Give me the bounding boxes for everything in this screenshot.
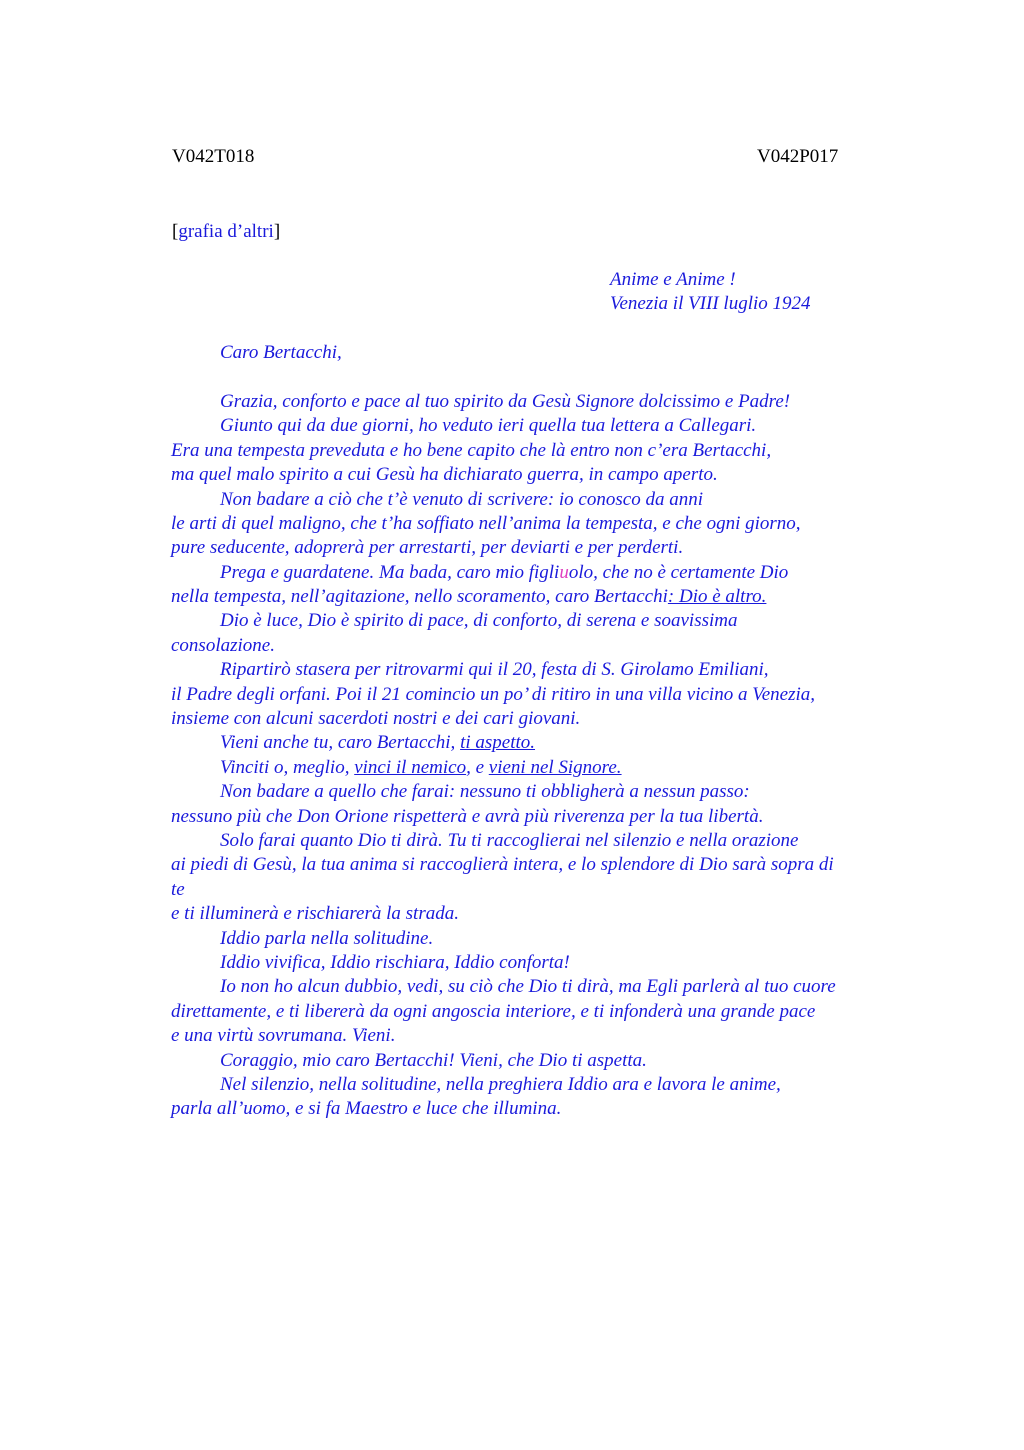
text-line: Era una tempesta preveduta e ho bene capito che là entro non c’era Bertacchi, bbox=[171, 439, 772, 461]
text-line: Dio è luce, Dio è spirito di pace, di conforto, di serena e soavissima bbox=[220, 610, 738, 632]
underlined-phrase: : Dio è altro. bbox=[667, 586, 767, 608]
text-segment: olo, che no è certamente Dio bbox=[568, 561, 789, 583]
archive-code-left: V042T018 bbox=[172, 146, 255, 167]
spacer bbox=[171, 366, 901, 390]
text-line bbox=[171, 585, 901, 609]
text-line: consolazione. bbox=[171, 634, 275, 656]
underlined-phrase: vieni nel Signore. bbox=[488, 756, 622, 778]
note-open-bracket: [ bbox=[172, 221, 179, 242]
text-line: le arti di quel maligno, che t’ha soffiato nell’anima la tempesta, e che ogni giorno, bbox=[171, 512, 801, 534]
text-line: ma quel malo spirito a cui Gesù ha dichiarato guerra, in campo aperto. bbox=[171, 464, 718, 486]
text-line: direttamente, e ti libererà da ogni angoscia interiore, e ti infonderà una grande pace bbox=[171, 1000, 816, 1022]
text-line: e una virtù sovrumana. Vieni. bbox=[171, 1025, 396, 1047]
underlined-phrase: vinci il nemico bbox=[354, 756, 467, 778]
text-line bbox=[171, 731, 901, 755]
text-line: Solo farai quanto Dio ti dirà. Tu ti raccoglierai nel silenzio e nella orazione bbox=[220, 829, 799, 851]
correction-mark: u bbox=[559, 561, 569, 583]
text-line: te bbox=[171, 878, 185, 900]
text-line: e ti illuminerà e rischiarerà la strada. bbox=[171, 903, 459, 925]
note-close-bracket: ] bbox=[273, 221, 281, 242]
text-line: Io non ho alcun dubbio, vedi, su ciò che Dio ti dirà, ma Egli parlerà al tuo cuore bbox=[220, 976, 836, 998]
note-text: grafia d’altri bbox=[178, 221, 274, 242]
text-line: nessuno più che Don Orione rispetterà e avrà più riverenza per la tua libertà. bbox=[171, 805, 764, 827]
text-line: pure seducente, adoprerà per arrestarti, per deviarti e per perderti. bbox=[171, 537, 684, 559]
text-line: insieme con alcuni sacerdoti nostri e dei cari giovani. bbox=[171, 708, 581, 730]
archive-code-right: V042P017 bbox=[757, 146, 839, 167]
underlined-phrase: ti aspetto. bbox=[460, 732, 536, 754]
letter-greeting: Caro Bertacchi, bbox=[220, 342, 342, 364]
text-segment: Vieni anche tu, caro Bertacchi, bbox=[220, 732, 461, 754]
text-line bbox=[171, 756, 901, 780]
text-line: Giunto qui da due giorni, ho veduto ieri quella tua lettera a Callegari. bbox=[220, 415, 757, 437]
letter-title: Anime e Anime ! bbox=[610, 269, 736, 290]
text-line: Non badare a ciò che t’è venuto di scrivere: io conosco da anni bbox=[220, 488, 703, 510]
text-segment: Prega e guardatene. Ma bada, caro mio figli bbox=[220, 561, 560, 583]
text-line: Iddio parla nella solitudine. bbox=[220, 927, 434, 949]
text-line: il Padre degli orfani. Poi il 21 comincio un po’ di ritiro in una villa vicino a Venezia, bbox=[171, 683, 815, 705]
text-line: Non badare a quello che farai: nessuno ti obbligherà a nessun passo: bbox=[220, 781, 750, 803]
text-line: Iddio vivifica, Iddio rischiara, Iddio conforta! bbox=[220, 951, 570, 973]
text-line: ai piedi di Gesù, la tua anima si raccoglierà intera, e lo splendore di Dio sarà sopra di bbox=[171, 854, 834, 876]
text-line: Grazia, conforto e pace al tuo spirito da Gesù Signore dolcissimo e Padre! bbox=[220, 390, 791, 412]
text-segment: , e bbox=[466, 756, 489, 778]
editorial-note bbox=[172, 221, 280, 243]
text-line: Coraggio, mio caro Bertacchi! Vieni, che Dio ti aspetta. bbox=[220, 1049, 647, 1071]
text-line: parla all’uomo, e si fa Maestro e luce che illumina. bbox=[171, 1098, 562, 1120]
spacer bbox=[171, 317, 901, 341]
text-line: Ripartirò stasera per ritrovarmi qui il 20, festa di S. Girolamo Emiliani, bbox=[220, 659, 769, 681]
text-line: Nel silenzio, nella solitudine, nella preghiera Iddio ara e lavora le anime, bbox=[220, 1073, 781, 1095]
letter-place-date: Venezia il VIII luglio 1924 bbox=[610, 293, 811, 315]
text-line bbox=[171, 561, 901, 585]
letter-body bbox=[171, 268, 901, 1122]
text-segment: Vinciti o, meglio, bbox=[220, 756, 355, 778]
text-segment: nella tempesta, nell’agitazione, nello scoramento, caro Bertacchi bbox=[171, 586, 668, 608]
